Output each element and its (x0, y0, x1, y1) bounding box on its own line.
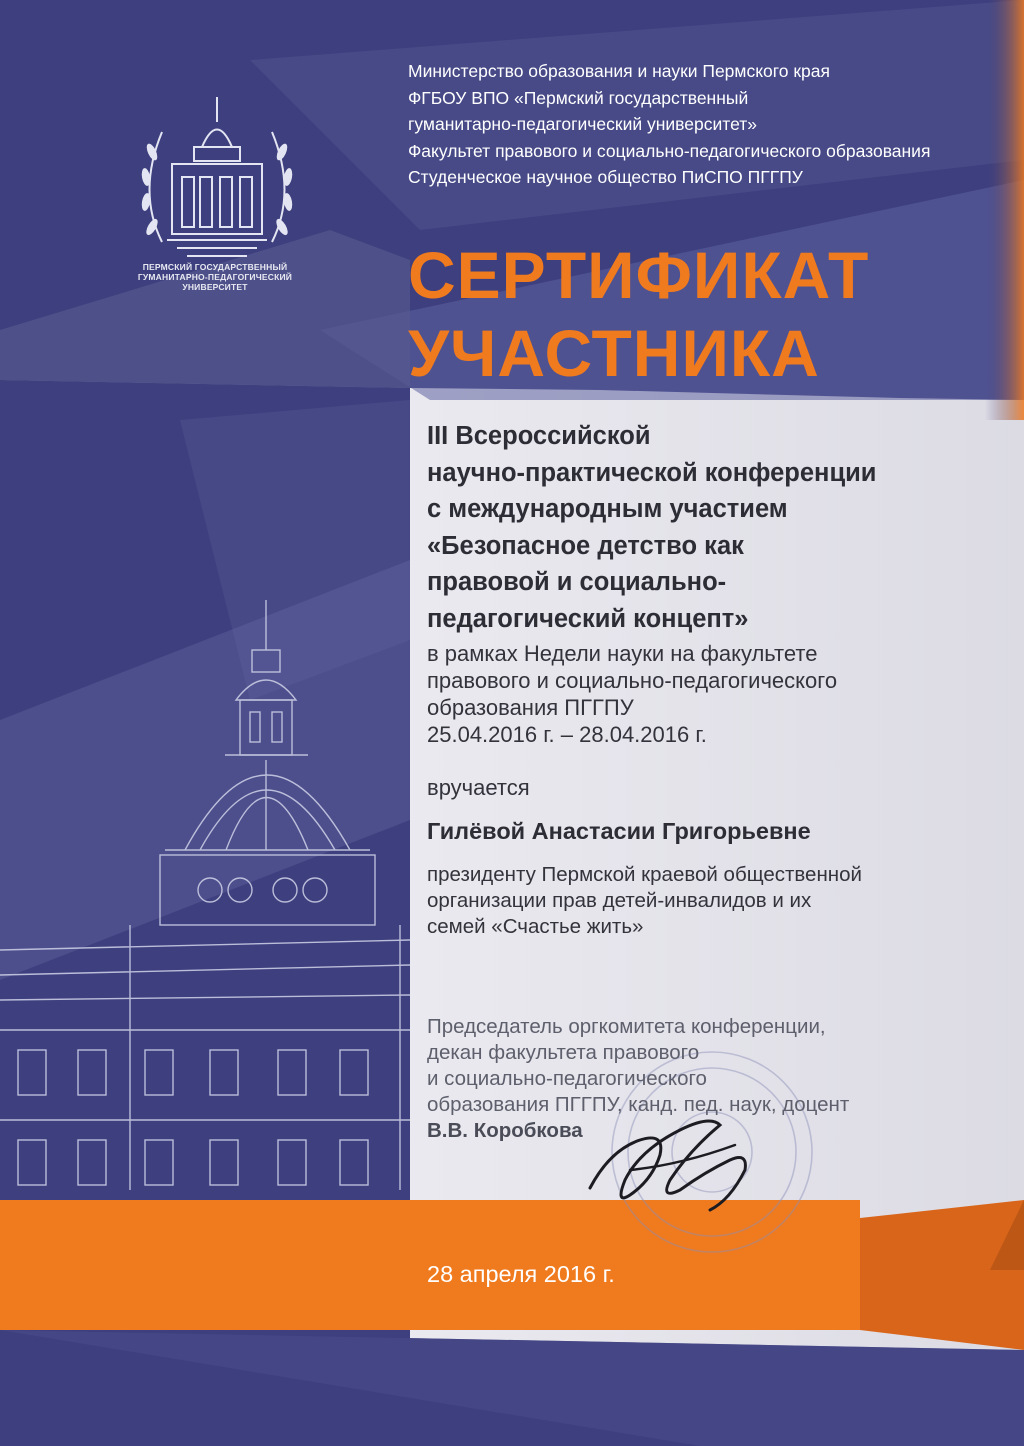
conference-line: научно-практической конференции (427, 458, 877, 487)
role-line: организации прав детей-инвалидов и их (427, 889, 812, 912)
logo-caption-line: ПЕРМСКИЙ ГОСУДАРСТВЕННЫЙ (142, 262, 288, 272)
conference-line: «Безопасное детство как (427, 531, 744, 560)
context-line: образования ПГГПУ (427, 695, 634, 720)
conference-line: педагогический концепт» (427, 604, 749, 633)
signatory-name: В.В. Коробкова (427, 1119, 583, 1142)
signatory-line: образования ПГГПУ, канд. пед. наук, доцент (427, 1093, 850, 1116)
event-context (427, 640, 1007, 748)
certificate-title (408, 236, 869, 392)
handwritten-signature (570, 1110, 770, 1220)
conference-line: III Всероссийской (427, 422, 651, 450)
logo-caption-line: УНИВЕРСИТЕТ (182, 282, 248, 292)
issue-date: 28 апреля 2016 г. (427, 1261, 615, 1287)
signatory-line: и социально-педагогического (427, 1067, 707, 1090)
recipient-name: Гилёвой Анастасии Григорьевне (427, 818, 811, 844)
conference-line: правовой и социально- (427, 568, 727, 596)
context-line: в рамках Недели науки на факультете (427, 641, 818, 666)
conference-name (427, 418, 1007, 637)
context-line: правового и социально-педагогического (427, 668, 838, 693)
title-line-1: СЕРТИФИКАТ (408, 238, 870, 312)
signatory-line: Председатель оргкомитета конференции, (427, 1015, 826, 1038)
signatory-line: декан факультета правового (427, 1041, 700, 1064)
header-line: Факультет правового и социально-педагогического образования (408, 140, 931, 161)
event-dates: 25.04.2016 г. – 28.04.2016 г. (427, 722, 707, 747)
presented-label: вручается (427, 775, 530, 800)
recipient-role (427, 862, 1007, 940)
role-line: президенту Пермской краевой общественной (427, 863, 862, 886)
role-line: семей «Счастье жить» (427, 915, 644, 938)
header-line: гуманитарно-педагогический университет» (408, 114, 757, 134)
title-line-2: УЧАСТНИКА (408, 316, 820, 390)
logo-caption-line: ГУМАНИТАРНО-ПЕДАГОГИЧЕСКИЙ (137, 272, 293, 282)
logo-caption (104, 262, 326, 292)
header-line: Студенческое научное общество ПиСПО ПГГПУ (408, 167, 803, 187)
header-line: Министерство образования и науки Пермского края (408, 61, 830, 81)
conference-line: с международным участием (427, 495, 788, 523)
header-line: ФГБОУ ВПО «Пермский государственный (408, 87, 749, 108)
issuer-header (408, 58, 1008, 191)
